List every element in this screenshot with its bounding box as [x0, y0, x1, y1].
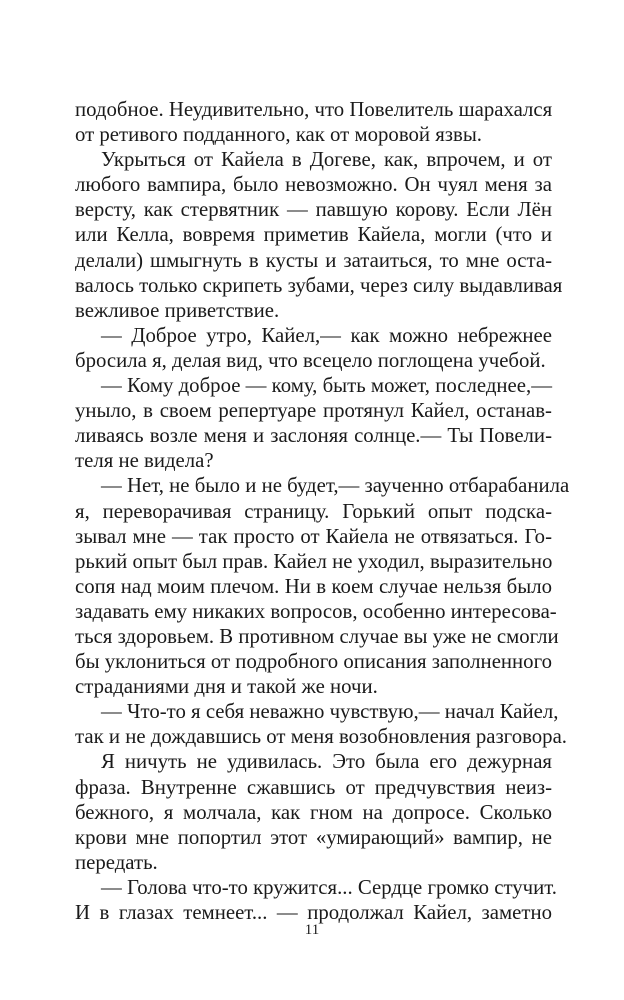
paragraph	[75, 749, 552, 874]
text-line: Я ничуть не удивилась. Это была его дежурная	[101, 750, 552, 774]
text-line: ливаясь возле меня и заслоняя солнце.— Ты Повели-	[75, 424, 552, 448]
text-line: — Нет, не было и не будет,— заученно отбарабанила	[101, 474, 570, 498]
text-line: — Голова что-то кружится... Сердце громко стучит.	[101, 875, 557, 899]
paragraph	[75, 147, 563, 323]
text-line: передать.	[75, 850, 158, 874]
text-line: делали) шмыгнуть в кусты и затаиться, то мне оста-	[75, 248, 552, 272]
text-line: или Келла, вовремя приметив Кайела, могли (что и	[75, 223, 552, 247]
paragraph	[75, 699, 567, 749]
text-line: от ретивого подданного, как от моровой язвы.	[75, 123, 483, 147]
paragraph	[75, 373, 552, 473]
paragraph	[75, 473, 570, 699]
text-line: подобное. Неудивительно, что Повелитель шарахался	[75, 98, 553, 121]
text-line: страданиями дня и такой же ночи.	[75, 675, 378, 699]
paragraph	[75, 875, 557, 925]
page-body	[75, 97, 570, 925]
text-line: валось только скрипеть зубами, через силу выдавливая	[75, 273, 563, 297]
text-line: задавать ему никаких вопросов, особенно интересова-	[75, 599, 557, 623]
text-line: версту, как стервятник — павшую корову. Если Лён	[75, 198, 552, 222]
text-line: бы уклониться от подробного описания заполненного	[75, 650, 552, 674]
text-line: рький опыт был прав. Кайел не уходил, выразительно	[75, 549, 553, 573]
text-line: И в глазах темнеет... — продолжал Кайел, заметно	[75, 901, 552, 924]
text-line: бежного, я молчала, как гном на допросе. Сколько	[75, 800, 552, 824]
text-line: Укрыться от Кайела в Догеве, как, впрочем, и от	[101, 148, 552, 172]
text-line: я, переворачивая страницу. Горький опыт подска-	[75, 499, 552, 523]
text-line: крови мне попортил этот «умирающий» вампир, не	[75, 825, 552, 849]
text-line: уныло, в своем репертуаре протянул Кайел, останав-	[75, 399, 552, 423]
text-line: зывал мне — так просто от Кайела не отвязаться. Го-	[75, 524, 552, 548]
text-line: вежливое приветствие.	[75, 298, 280, 322]
text-line: — Доброе утро, Кайел,— как можно небрежнее	[101, 323, 552, 347]
text-line: — Что-то я себя неважно чувствую,— начал Кайел,	[101, 700, 559, 724]
text-line: бросила я, делая вид, что всецело поглощена учебой.	[75, 348, 546, 372]
text-line: сопя над моим плечом. Ни в коем случае нельзя было	[75, 574, 552, 598]
text-line: — Кому доброе — кому, быть может, последнее,—	[101, 374, 552, 398]
text-line: любого вампира, было невозможно. Он чуял меня за	[75, 173, 552, 197]
paragraph	[75, 323, 552, 373]
text-line: ться здоровьем. В противном случае вы уже не смогли	[75, 624, 559, 648]
text-line: фраза. Внутренне сжавшись от предчувствия неиз-	[75, 775, 552, 799]
text-line: так и не дождавшись от меня возобновления разговора.	[75, 725, 567, 749]
page-number: 11	[304, 922, 320, 938]
paragraph	[75, 97, 552, 147]
text-line: теля не видела?	[75, 449, 214, 473]
